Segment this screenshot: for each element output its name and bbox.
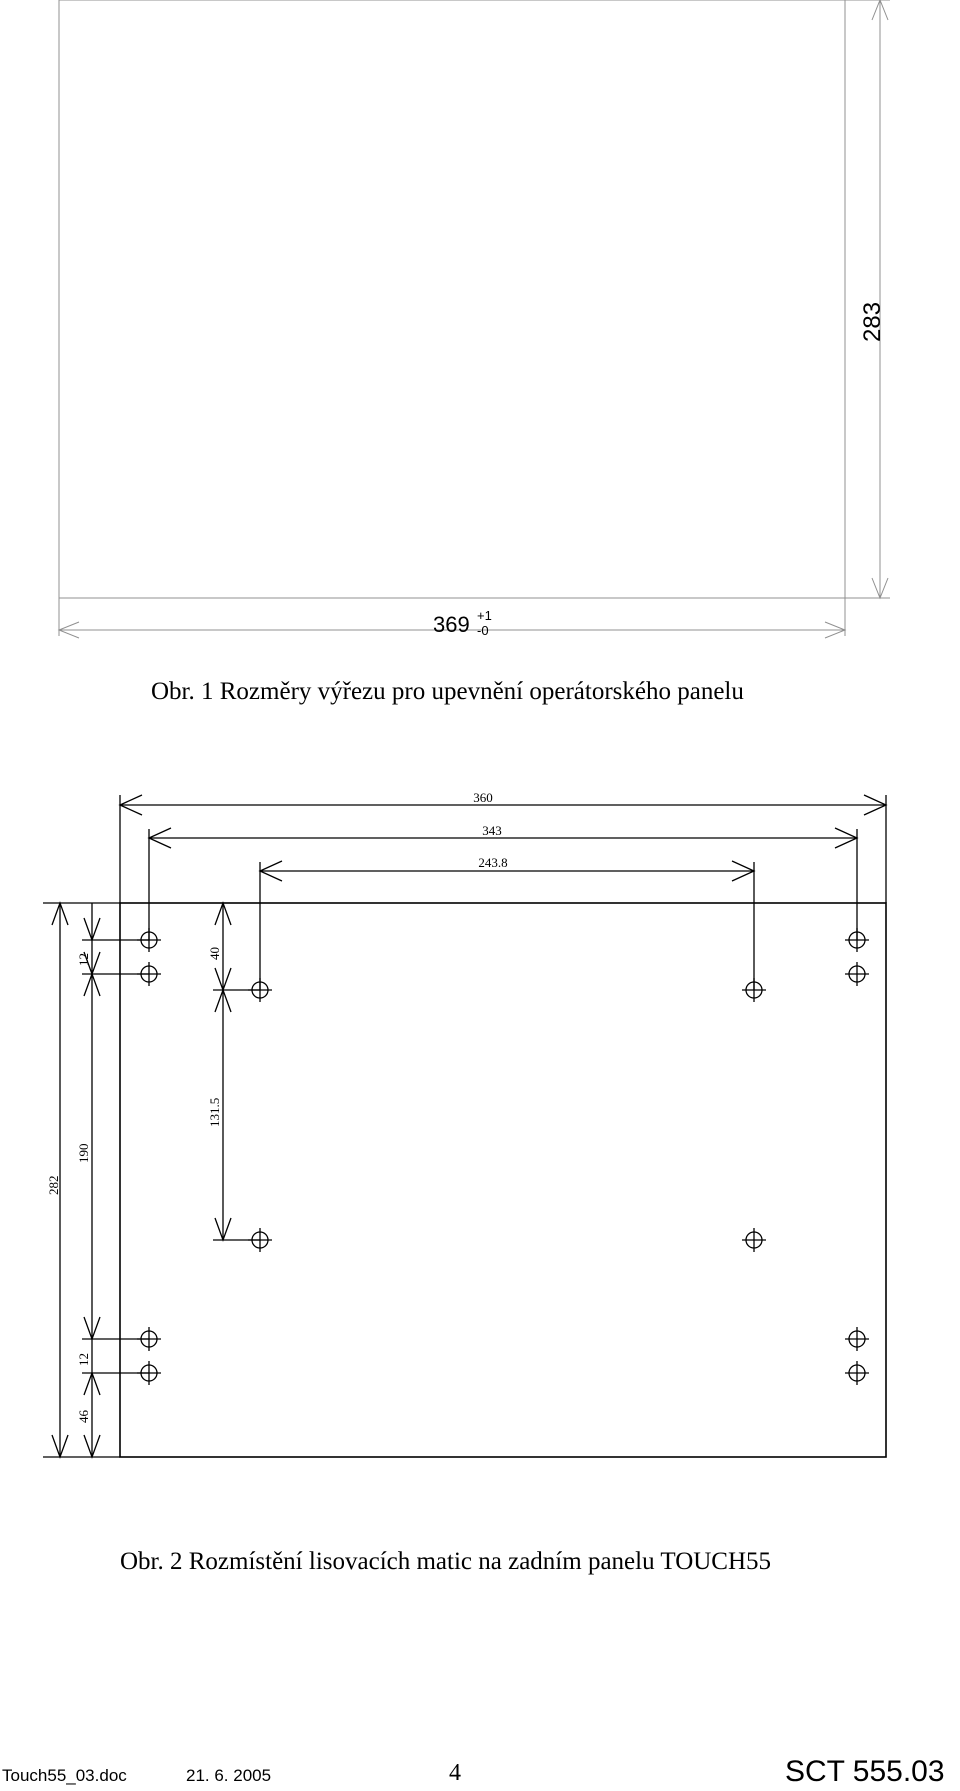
figure-2-caption: Obr. 2 Rozmístění lisovacích matic na zadním panelu TOUCH55 — [120, 1548, 772, 1575]
figure-1-cutout-drawing — [59, 0, 890, 638]
hole-marker — [248, 978, 272, 1002]
footer-page-number: 4 — [449, 1760, 461, 1786]
cutout-outline — [59, 0, 845, 598]
dim-40-label: 40 — [207, 947, 222, 960]
hole-marker — [742, 1228, 766, 1252]
dim-282-label: 282 — [46, 1175, 61, 1195]
figure-2-panel-drawing — [43, 795, 886, 1457]
hole-marker — [845, 928, 869, 952]
hole-marker — [845, 1327, 869, 1351]
footer-filename: Touch55_03.doc — [2, 1766, 127, 1785]
dim-360-label: 360 — [473, 790, 493, 805]
footer-doc-code: SCT 555.03 — [785, 1755, 945, 1788]
hole-marker — [845, 1361, 869, 1385]
press-nut-holes — [137, 928, 869, 1385]
hole-marker — [137, 1361, 161, 1385]
figure-1-caption: Obr. 1 Rozměry výřezu pro upevnění operátorského panelu — [151, 678, 744, 705]
hole-marker — [845, 962, 869, 986]
dim-12a-label: 12 — [76, 953, 91, 966]
dim-243-label: 243.8 — [478, 855, 508, 870]
hole-marker — [137, 928, 161, 952]
dim-12b-label: 12 — [76, 1353, 91, 1366]
width-label: 369 — [433, 612, 470, 637]
dim-343-label: 343 — [482, 823, 502, 838]
panel-outline — [120, 903, 886, 1457]
dim-190-label: 190 — [76, 1143, 91, 1163]
hole-marker — [742, 978, 766, 1002]
dim-46-label: 46 — [76, 1410, 91, 1423]
height-label: 283 — [859, 301, 886, 342]
width-tolerance-plus: +1 — [477, 608, 492, 623]
hole-marker — [137, 1327, 161, 1351]
footer-date: 21. 6. 2005 — [186, 1766, 272, 1785]
width-tolerance-minus: -0 — [477, 623, 489, 638]
hole-marker — [137, 962, 161, 986]
dim-131-label: 131.5 — [207, 1097, 222, 1127]
hole-marker — [248, 1228, 272, 1252]
